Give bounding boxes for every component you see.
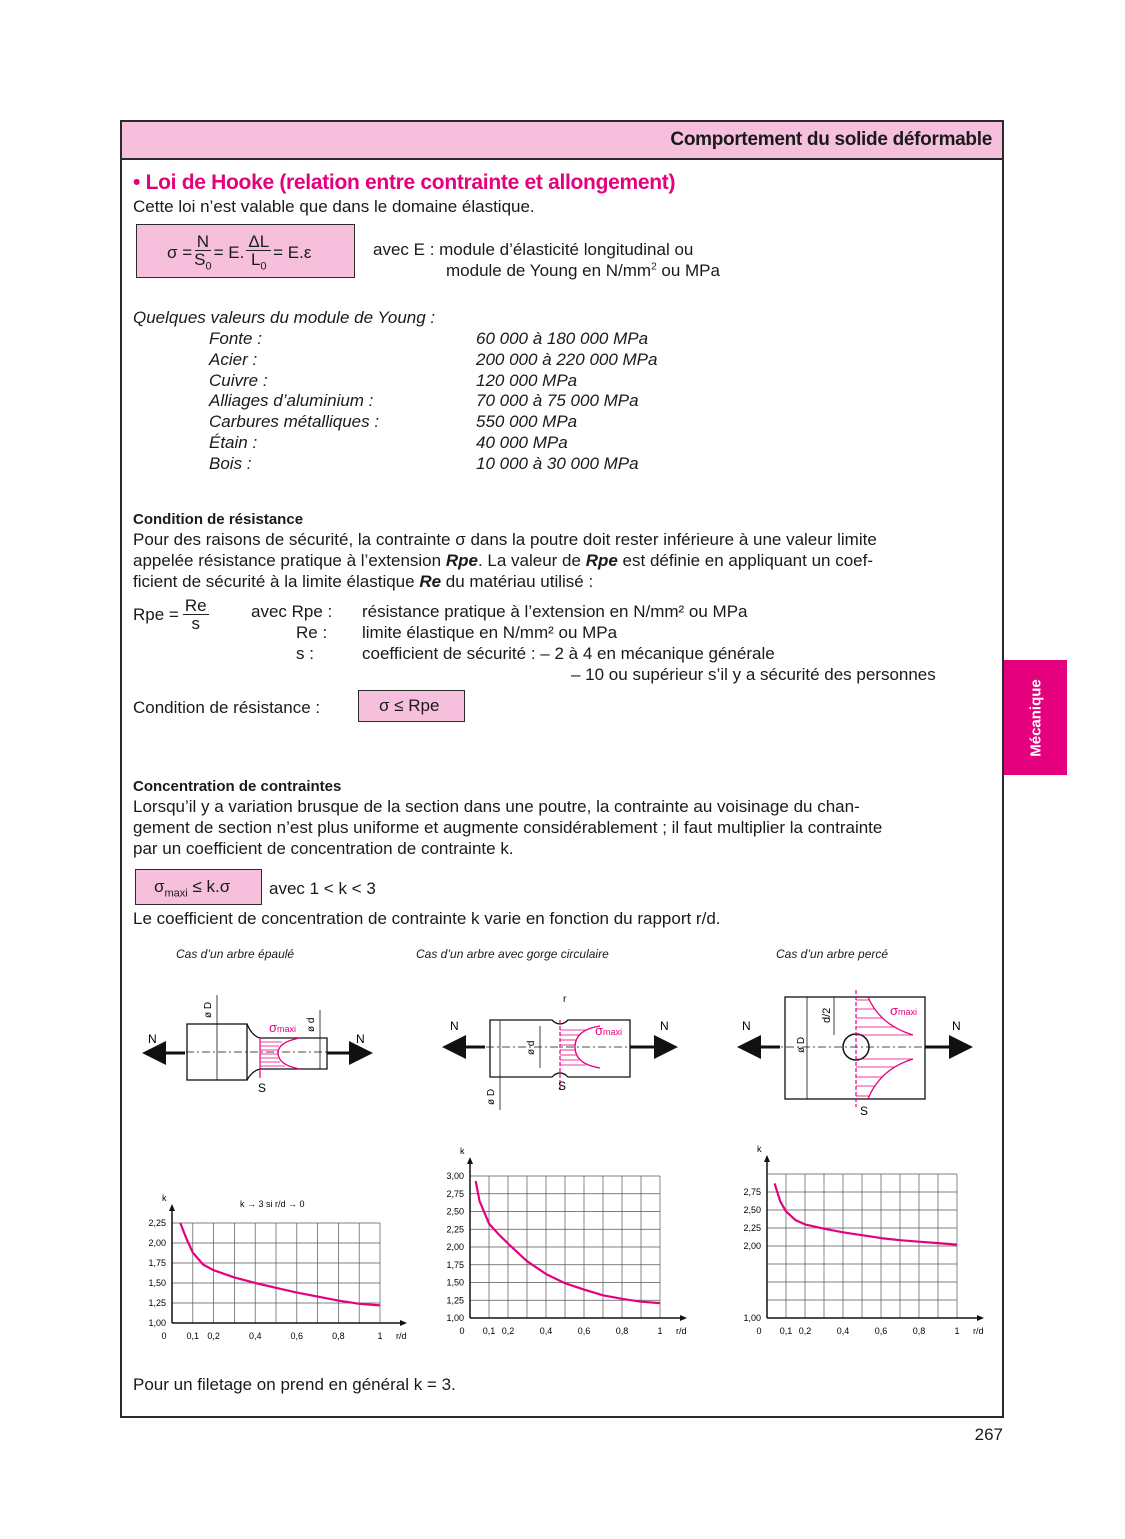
n-left-label: N: [742, 1019, 751, 1033]
sigma-maxi-label: σmaxi: [890, 1003, 918, 1018]
rd-sentence: Le coefficient de concentration de contrainte k varie en fonction du rapport r/d.: [133, 909, 721, 928]
chart-shoulder-shaft: [140, 1185, 410, 1345]
rpe-lhs: Rpe =: [133, 604, 179, 624]
hooke-avec-line2: [446, 261, 720, 281]
svg-text:2,50: 2,50: [446, 1206, 464, 1217]
def-term-s: s :: [296, 644, 314, 663]
numerator: ΔL: [248, 232, 270, 251]
def-term-re: Re :: [296, 623, 328, 642]
n-left-label: N: [148, 1032, 157, 1046]
young-value: 40 000 MPa: [476, 433, 568, 452]
avec-end: ou MPa: [656, 261, 720, 280]
def-desc-rpe: résistance pratique à l’extension en N/mm² ou MPa: [362, 602, 748, 621]
resistance-para-3: [133, 572, 593, 592]
svg-text:0,6: 0,6: [577, 1326, 591, 1336]
young-material: Cuivre :: [209, 370, 268, 390]
svg-text:0,8: 0,8: [332, 1331, 345, 1341]
n-left-label: N: [450, 1019, 459, 1033]
svg-text:2,25: 2,25: [743, 1223, 761, 1233]
n-over-s0: [194, 233, 211, 272]
svg-text:2,75: 2,75: [743, 1187, 761, 1197]
svg-text:1: 1: [657, 1326, 663, 1336]
svg-text:2,50: 2,50: [743, 1205, 761, 1215]
svg-text:0,4: 0,4: [539, 1326, 553, 1336]
svg-text:1,00: 1,00: [148, 1318, 166, 1328]
svg-text:1,50: 1,50: [148, 1278, 166, 1288]
phi-d-label: ø d: [526, 1040, 537, 1055]
svg-text:0,6: 0,6: [874, 1326, 888, 1336]
resistance-para-2: [133, 551, 873, 571]
svg-text:r/d: r/d: [676, 1326, 687, 1336]
svg-text:2,00: 2,00: [446, 1242, 464, 1252]
denominator: [251, 251, 267, 272]
hooke-formula: [167, 233, 311, 272]
n-right-label: N: [356, 1032, 365, 1046]
svg-text:k: k: [162, 1193, 167, 1203]
numerator: N: [196, 232, 210, 251]
diagram-drilled-shaft: [730, 985, 990, 1120]
young-value: 120 000 MPa: [476, 370, 578, 390]
svg-text:0,6: 0,6: [290, 1331, 304, 1341]
svg-text:1,25: 1,25: [148, 1298, 166, 1308]
filetage-note: Pour un filetage on prend en général k = 3.: [133, 1375, 456, 1394]
k-range: avec 1 < k < 3: [269, 879, 376, 898]
young-material: Carbures métalliques :: [209, 412, 380, 432]
n-right-label: N: [952, 1019, 961, 1033]
sigma-symbol: σ =: [167, 242, 193, 262]
young-value: 60 000 à 180 000 MPa: [476, 329, 649, 348]
svg-text:1,25: 1,25: [446, 1295, 464, 1306]
svg-text:0,4: 0,4: [248, 1331, 262, 1341]
condition-box: [358, 690, 465, 722]
text: . La valeur de: [477, 551, 586, 570]
svg-text:0: 0: [459, 1326, 465, 1336]
svg-text:0: 0: [756, 1326, 762, 1336]
concentration-para-3: par un coefficient de concentration de contrainte k.: [133, 839, 514, 858]
text: est définie en appliquant un coef-: [617, 551, 874, 570]
section-s-label: S: [558, 1079, 567, 1093]
numerator: Re: [184, 596, 207, 615]
rest: ≤ k.σ: [187, 877, 231, 896]
section-s-label: S: [860, 1104, 869, 1118]
svg-text:r/d: r/d: [973, 1326, 984, 1336]
svg-text:k: k: [757, 1145, 762, 1154]
svg-text:1,50: 1,50: [446, 1277, 464, 1288]
concentration-heading: Concentration de contraintes: [133, 778, 342, 795]
s0: S: [194, 250, 206, 269]
rpe-term: Rpe: [445, 551, 478, 570]
svg-text:0,1: 0,1: [186, 1331, 200, 1341]
l0: L: [250, 250, 261, 269]
young-value: 550 000 MPa: [476, 412, 578, 432]
def-desc-s: coefficient de sécurité : – 2 à 4 en mécanique générale: [362, 644, 775, 663]
young-heading: Quelques valeurs du module de Young :: [133, 308, 436, 327]
rpe-term: Rpe: [585, 551, 618, 570]
svg-text:2,25: 2,25: [446, 1224, 464, 1235]
d-half-label: d/2: [821, 1007, 833, 1023]
chart-groove-shaft: [430, 1145, 700, 1345]
sigma-maxi-box: [135, 869, 262, 905]
svg-text:r/d: r/d: [396, 1331, 407, 1341]
svg-text:2,00: 2,00: [148, 1238, 166, 1248]
svg-text:0,8: 0,8: [615, 1326, 629, 1336]
maxi-sub: maxi: [164, 887, 188, 900]
concentration-para-1: Lorsqu’il y a variation brusque de la section dans une poutre, la contrainte au voisinage du chan-: [133, 797, 860, 816]
side-tab-label: Mécanique: [1027, 678, 1044, 757]
svg-text:0,1: 0,1: [779, 1326, 793, 1336]
svg-text:0,2: 0,2: [207, 1331, 220, 1341]
svg-text:1: 1: [377, 1331, 383, 1341]
re-over-s: [183, 597, 209, 632]
section-s-label: S: [258, 1081, 267, 1095]
svg-text:2,25: 2,25: [148, 1218, 166, 1228]
young-value: 70 000 à 75 000 MPa: [476, 391, 639, 411]
eq-eps: = E.ε: [273, 242, 312, 262]
svg-text:k → 3 si r/d → 0: k → 3 si r/d → 0: [240, 1199, 305, 1209]
hooke-intro: Cette loi n’est valable que dans le domaine élastique.: [133, 197, 535, 216]
denominator: [194, 251, 211, 272]
young-material: Alliages d’aluminium :: [209, 391, 374, 411]
svg-text:0: 0: [161, 1331, 167, 1341]
text: ficient de sécurité à la limite élastique: [133, 572, 420, 591]
sigma: σ: [154, 877, 165, 896]
svg-text:0,1: 0,1: [482, 1326, 496, 1336]
young-value: 10 000 à 30 000 MPa: [476, 453, 639, 473]
avec-text: module de Young en N/mm: [446, 261, 652, 280]
caption-perce: Cas d’un arbre percé: [776, 947, 889, 961]
young-material: Acier :: [209, 349, 258, 369]
resistance-heading: Condition de résistance: [133, 511, 304, 528]
phi-d-label: ø d: [306, 1017, 317, 1032]
svg-text:1,00: 1,00: [446, 1313, 464, 1323]
svg-text:1,00: 1,00: [743, 1313, 761, 1323]
svg-text:3,00: 3,00: [446, 1171, 464, 1181]
svg-text:1: 1: [954, 1326, 960, 1336]
section-title: Comportement du solide déformable: [670, 129, 992, 150]
caption-epaule: Cas d’un arbre épaulé: [176, 947, 295, 961]
dl-over-l0: [246, 233, 271, 272]
young-material: Fonte :: [209, 329, 262, 348]
young-value: 200 000 à 220 000 MPa: [476, 349, 658, 369]
young-material: Étain :: [209, 433, 258, 452]
hooke-formula-box: [136, 224, 355, 278]
def-desc-re: limite élastique en N/mm² ou MPa: [362, 623, 618, 642]
diagram-shoulder-shaft: [130, 980, 390, 1100]
text: du matériau utilisé :: [441, 572, 594, 591]
svg-text:0,2: 0,2: [501, 1326, 515, 1336]
hooke-avec-line1: avec E : module d’élasticité longitudinal ou: [373, 240, 694, 259]
svg-text:1,75: 1,75: [446, 1259, 464, 1270]
eq-e: = E.: [213, 242, 245, 262]
svg-text:0,8: 0,8: [912, 1326, 926, 1336]
def-desc-s-extra: – 10 ou supérieur s’il y a sécurité des personnes: [571, 665, 936, 684]
resistance-para-1: Pour des raisons de sécurité, la contrainte σ dans la poutre doit rester inférieure à une valeur limite: [133, 530, 877, 549]
rpe-formula: [133, 597, 209, 632]
young-material: Bois :: [209, 453, 252, 473]
denominator: s: [191, 614, 200, 633]
sigma-maxi-label: σmaxi: [595, 1023, 623, 1038]
caption-gorge: Cas d’un arbre avec gorge circulaire: [416, 947, 609, 961]
condition-formula: σ ≤ Rpe: [379, 696, 440, 715]
s0-sub: 0: [205, 260, 212, 273]
phi-D-label: ø D: [796, 1036, 807, 1053]
superscript: 2: [651, 261, 657, 273]
svg-text:1,75: 1,75: [148, 1258, 166, 1268]
chart-drilled-shaft: [725, 1145, 995, 1345]
diagram-groove-shaft: [430, 990, 690, 1115]
sigma-maxi-formula: [154, 877, 230, 899]
radius-r-label: r: [563, 994, 567, 1005]
n-right-label: N: [660, 1019, 669, 1033]
condition-label: Condition de résistance :: [133, 698, 321, 717]
text: appelée résistance pratique à l’extension: [133, 551, 446, 570]
re-term: Re: [419, 572, 442, 591]
sigma-maxi-label: σmaxi: [269, 1020, 297, 1035]
l0-sub: 0: [260, 260, 267, 273]
side-tab-mecanique[interactable]: [1004, 660, 1067, 775]
page-number: 267: [974, 1425, 1003, 1444]
phi-D-label: ø D: [486, 1088, 497, 1105]
section-header: [122, 122, 1002, 160]
svg-text:0,2: 0,2: [798, 1326, 812, 1336]
phi-D-label: ø D: [203, 1001, 214, 1018]
svg-text:2,75: 2,75: [446, 1188, 464, 1199]
concentration-para-2: gement de section n’est plus uniforme et augmente considérablement ; il faut multiplier la contrainte: [133, 818, 883, 837]
svg-text:k: k: [460, 1146, 465, 1156]
hooke-title: • Loi de Hooke (relation entre contrainte et allongement): [133, 171, 676, 194]
svg-text:0,4: 0,4: [836, 1326, 850, 1336]
def-term-rpe: avec Rpe :: [251, 602, 333, 621]
svg-text:2,00: 2,00: [743, 1241, 761, 1251]
